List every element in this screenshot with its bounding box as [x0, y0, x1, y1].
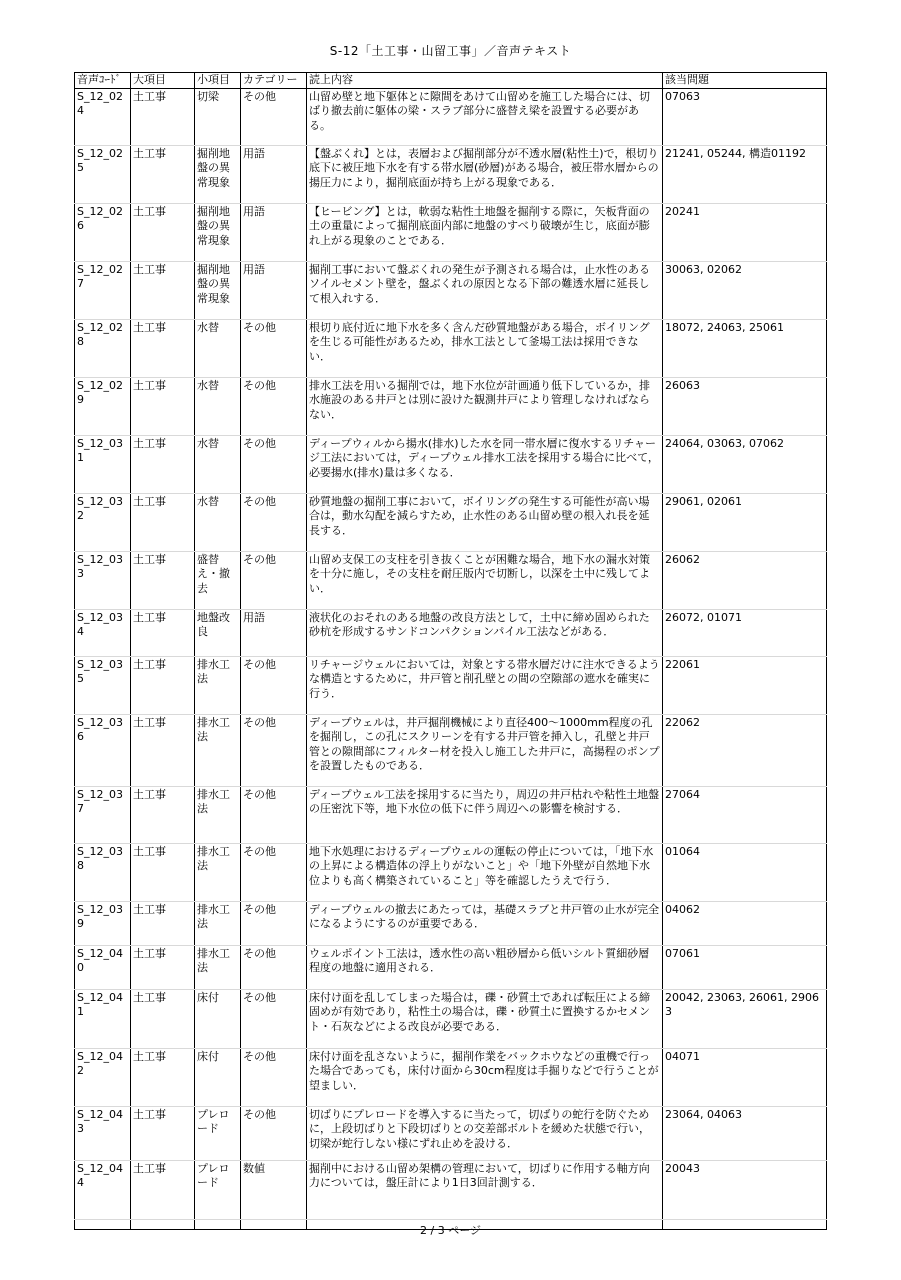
table-row: [75, 989, 827, 1048]
table-row: [75, 609, 827, 656]
cell-ref: 26063: [663, 377, 827, 435]
table-row: [75, 714, 827, 786]
cell-category: その他: [241, 901, 307, 945]
cell-minor: 地盤改良: [195, 609, 241, 656]
cell-code: S_12_042: [75, 1048, 131, 1106]
cell-minor: 水替: [195, 493, 241, 551]
cell-category: その他: [241, 319, 307, 377]
cell-major: 土工事: [131, 203, 195, 261]
cell-minor: 排水工法: [195, 945, 241, 989]
cell-ref: 20042, 23063, 26061, 29063: [663, 989, 827, 1048]
cell-code: S_12_027: [75, 261, 131, 319]
cell-ref: 04062: [663, 901, 827, 945]
cell-code: S_12_043: [75, 1106, 131, 1160]
cell-text: 砂質地盤の掘削工事において，ボイリングの発生する可能性が高い場合は，動水勾配を減らすため，止水性のある山留め壁の根入れ長を延長する．: [307, 493, 663, 551]
cell-category: その他: [241, 945, 307, 989]
cell-code: S_12_025: [75, 145, 131, 203]
cell-minor: プレロード: [195, 1106, 241, 1160]
cell-code: S_12_033: [75, 551, 131, 609]
cell-ref: 22062: [663, 714, 827, 786]
table-row: [75, 1106, 827, 1160]
cell-major: 土工事: [131, 843, 195, 901]
cell-code: S_12_034: [75, 609, 131, 656]
cell-ref: 18072, 24063, 25061: [663, 319, 827, 377]
cell-major: 土工事: [131, 609, 195, 656]
cell-text: 掘削工事において盤ぶくれの発生が予測される場合は，止水性のあるソイルセメント壁を，盤ぶくれの原因となる下部の難透水層に延長して根入れする．: [307, 261, 663, 319]
cell-category: その他: [241, 1106, 307, 1160]
cell-ref: 24064, 03063, 07062: [663, 435, 827, 493]
table-row: [75, 88, 827, 145]
cell-minor: プレロード: [195, 1160, 241, 1219]
cell-minor: 切梁: [195, 88, 241, 145]
cell-minor: 排水工法: [195, 843, 241, 901]
cell-major: 土工事: [131, 319, 195, 377]
table-row: [75, 493, 827, 551]
cell-text: リチャージウェルにおいては，対象とする帯水層だけに注水できるような構造とするために，井戸管と削孔壁との間の空隙部の遮水を確実に行う．: [307, 656, 663, 714]
cell-text: 掘削中における山留め架構の管理において，切ばりに作用する軸方向力については，盤圧計により1日3回計測する．: [307, 1160, 663, 1219]
cell-major: 土工事: [131, 989, 195, 1048]
cell-code: S_12_024: [75, 88, 131, 145]
cell-minor: 掘削地盤の異常現象: [195, 261, 241, 319]
table-row: [75, 435, 827, 493]
cell-minor: 床付: [195, 1048, 241, 1106]
cell-major: 土工事: [131, 88, 195, 145]
cell-category: その他: [241, 435, 307, 493]
page-footer: 2 / 3 ページ: [420, 1224, 481, 1237]
table-row: [75, 945, 827, 989]
table-row: [75, 901, 827, 945]
cell-code: S_12_031: [75, 435, 131, 493]
cell-minor: 掘削地盤の異常現象: [195, 203, 241, 261]
cell-category: 用語: [241, 261, 307, 319]
cell-text: ディープウェルの撤去にあたっては，基礎スラブと井戸管の止水が完全になるようにするのが重要である．: [307, 901, 663, 945]
cell-category: その他: [241, 656, 307, 714]
cell-text: ディープウェル工法を採用するに当たり，周辺の井戸枯れや粘性土地盤の圧密沈下等，地下水位の低下に伴う周辺への影響を検討する．: [307, 786, 663, 843]
cell-code: S_12_039: [75, 901, 131, 945]
cell-text: 【ヒービング】とは，軟弱な粘性土地盤を掘削する際に，矢板背面の土の重量によって掘削底面内部に地盤のすべり破壊が生じ，底面が膨れ上がる現象のことである．: [307, 203, 663, 261]
table-row: [75, 319, 827, 377]
cell-ref: 21241, 05244, 構造01192: [663, 145, 827, 203]
table-row: [75, 786, 827, 843]
cell-major: 土工事: [131, 145, 195, 203]
cell-code: S_12_036: [75, 714, 131, 786]
table-row: [75, 261, 827, 319]
cell-ref: 23064, 04063: [663, 1106, 827, 1160]
cell-text: 地下水処理におけるディープウェルの運転の停止については，「地下水の上昇による構造体の浮上りがないこと」や「地下外壁が自然地下水位よりも高く構築されていること」等を確認したうえで行う．: [307, 843, 663, 901]
cell-ref: 07061: [663, 945, 827, 989]
table-header-row: [75, 73, 827, 89]
cell-major: 土工事: [131, 1160, 195, 1219]
cell-ref: 26072, 01071: [663, 609, 827, 656]
cell-minor: 水替: [195, 377, 241, 435]
cell-category: その他: [241, 88, 307, 145]
header-code: 音声ｺｰﾄﾞ: [75, 73, 131, 89]
cell-category: 用語: [241, 609, 307, 656]
cell-ref: 20241: [663, 203, 827, 261]
table-row: [75, 145, 827, 203]
cell-code: S_12_032: [75, 493, 131, 551]
cell-ref: 22061: [663, 656, 827, 714]
cell-minor: 盛替え・撤去: [195, 551, 241, 609]
cell-minor: 排水工法: [195, 656, 241, 714]
table-row: [75, 843, 827, 901]
cell-minor: 排水工法: [195, 901, 241, 945]
cell-text: 根切り底付近に地下水を多く含んだ砂質地盤がある場合，ボイリングを生じる可能性があるため，排水工法として釜場工法は採用できない．: [307, 319, 663, 377]
cell-major: 土工事: [131, 551, 195, 609]
cell-category: 用語: [241, 203, 307, 261]
cell-ref: 04071: [663, 1048, 827, 1106]
cell-ref: 27064: [663, 786, 827, 843]
cell-minor: 床付: [195, 989, 241, 1048]
cell-category: その他: [241, 493, 307, 551]
cell-major: 土工事: [131, 945, 195, 989]
data-table: [74, 72, 827, 1230]
cell-text: 山留め支保工の支柱を引き抜くことが困難な場合，地下水の漏水対策を十分に施し，その支柱を耐圧版内で切断し，以深を土中に残してよい．: [307, 551, 663, 609]
cell-text: 切ばりにプレロードを導入するに当たって，切ばりの蛇行を防ぐために，上段切ばりと下段切ばりとの交差部ボルトを緩めた状態で行い，切梁が蛇行しない様にずれ止めを設ける．: [307, 1106, 663, 1160]
cell-code: S_12_037: [75, 786, 131, 843]
cell-text: 山留め壁と地下躯体とに隙間をあけて山留めを施工した場合には、切ばり撤去前に躯体の梁・スラブ部分に盛替え梁を設置する必要がある。: [307, 88, 663, 145]
cell-code: S_12_041: [75, 989, 131, 1048]
cell-text: 排水工法を用いる掘削では，地下水位が計画通り低下しているか，排水施設のある井戸とは別に設けた観測井戸により管理しなければならない．: [307, 377, 663, 435]
cell-category: その他: [241, 843, 307, 901]
cell-code: S_12_029: [75, 377, 131, 435]
cell-text: 床付け面を乱してしまった場合は，礫・砂質土であれば転圧による締固めが有効であり，粘性土の場合は，礫・砂質土に置換するかセメント・石灰などによる改良が必要である．: [307, 989, 663, 1048]
header-major: 大項目: [131, 73, 195, 89]
cell-code: S_12_028: [75, 319, 131, 377]
cell-minor: 掘削地盤の異常現象: [195, 145, 241, 203]
header-minor: 小項目: [195, 73, 241, 89]
header-category: カテゴリー: [241, 73, 307, 89]
table-row: [75, 1160, 827, 1219]
cell-major: 土工事: [131, 786, 195, 843]
cell-ref: 01064: [663, 843, 827, 901]
cell-ref: 29061, 02061: [663, 493, 827, 551]
cell-text: 液状化のおそれのある地盤の改良方法として，土中に締め固められた砂杭を形成するサンドコンパクションパイル工法などがある．: [307, 609, 663, 656]
cell-category: その他: [241, 377, 307, 435]
cell-category: その他: [241, 714, 307, 786]
cell-minor: 排水工法: [195, 786, 241, 843]
cell-category: その他: [241, 551, 307, 609]
cell-minor: 水替: [195, 319, 241, 377]
cell-major: 土工事: [131, 261, 195, 319]
cell-ref: 26062: [663, 551, 827, 609]
cell-text: ディープウェルは，井戸掘削機械により直径400～1000mm程度の孔を掘削し，この孔にスクリーンを有する井戸管を挿入し，孔壁と井戸管との隙間部にフィルター材を投入し施工した井戸に，高揚程のポンプを設置したものである．: [307, 714, 663, 786]
table-row: [75, 1048, 827, 1106]
cell-category: その他: [241, 989, 307, 1048]
cell-category: 数値: [241, 1160, 307, 1219]
cell-ref: 30063, 02062: [663, 261, 827, 319]
cell-text: ディープウィルから揚水(排水)した水を同一帯水層に復水するリチャージ工法においては，ディープウェル排水工法を採用する場合に比べて，必要揚水(排水)量は多くなる．: [307, 435, 663, 493]
cell-code: S_12_040: [75, 945, 131, 989]
cell-minor: 水替: [195, 435, 241, 493]
header-ref: 該当問題: [663, 73, 827, 89]
cell-category: 用語: [241, 145, 307, 203]
cell-code: S_12_026: [75, 203, 131, 261]
cell-text: ウェルポイント工法は，透水性の高い粗砂層から低いシルト質細砂層程度の地盤に適用される．: [307, 945, 663, 989]
cell-major: 土工事: [131, 1048, 195, 1106]
page-title: S-12「土工事・山留工事」／音声テキスト: [329, 44, 572, 58]
cell-code: S_12_044: [75, 1160, 131, 1219]
table-body: [75, 88, 827, 1229]
cell-minor: 排水工法: [195, 714, 241, 786]
cell-code: S_12_038: [75, 843, 131, 901]
header-text: 読上内容: [307, 73, 663, 89]
cell-ref: 20043: [663, 1160, 827, 1219]
cell-text: 【盤ぶくれ】とは，表層および掘削部分が不透水層(粘性土)で，根切り底下に被圧地下水を有する帯水層(砂層)がある場合，被圧帯水層からの揚圧力により，掘削底面が持ち上がる現象である．: [307, 145, 663, 203]
cell-code: S_12_035: [75, 656, 131, 714]
cell-major: 土工事: [131, 493, 195, 551]
table-row: [75, 377, 827, 435]
cell-category: その他: [241, 1048, 307, 1106]
cell-ref: 07063: [663, 88, 827, 145]
table-row: [75, 203, 827, 261]
cell-major: 土工事: [131, 714, 195, 786]
cell-major: 土工事: [131, 1106, 195, 1160]
cell-major: 土工事: [131, 901, 195, 945]
cell-major: 土工事: [131, 656, 195, 714]
table-row: [75, 551, 827, 609]
cell-major: 土工事: [131, 377, 195, 435]
cell-category: その他: [241, 786, 307, 843]
cell-text: 床付け面を乱さないように，掘削作業をバックホウなどの重機で行った場合であっても，床付け面から30cm程度は手掘りなどで行うことが望ましい．: [307, 1048, 663, 1106]
cell-major: 土工事: [131, 435, 195, 493]
table-row: [75, 656, 827, 714]
